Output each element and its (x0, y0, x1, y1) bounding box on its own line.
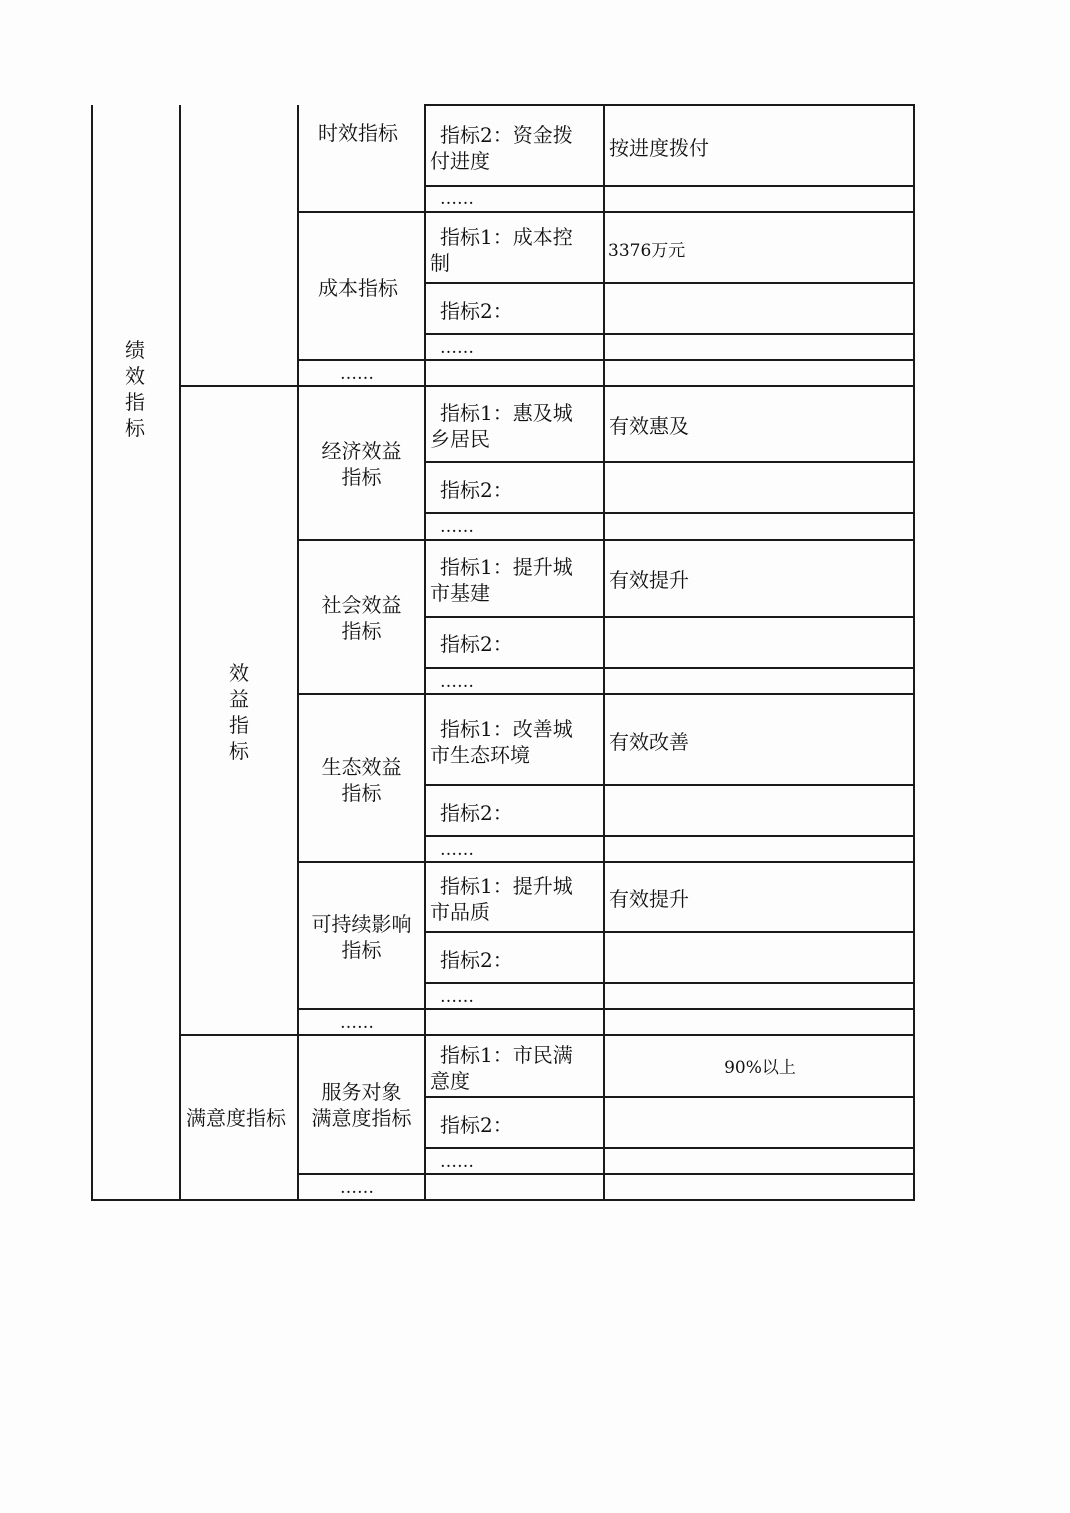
table-row-line (424, 512, 915, 514)
cost-label: 成本指标 (318, 276, 398, 300)
sustainable-ind1-value: 有效提升 (609, 887, 689, 911)
table-row-line (297, 539, 915, 541)
sustainable-ind1-line1: 指标1：提升城 (440, 874, 573, 898)
table-row-line (297, 861, 915, 863)
service-label-line1: 服务对象 (321, 1080, 402, 1104)
cost-ind2: 指标2： (440, 299, 513, 323)
table-divider-col2 (297, 105, 299, 1201)
table-row-line (424, 1147, 915, 1149)
table-row-line (424, 461, 915, 463)
economic-label-line1: 经济效益 (321, 439, 402, 463)
timeliness-label: 时效指标 (318, 121, 398, 145)
sustainable-label-line1: 可持续影响 (311, 912, 412, 936)
timeliness-ind2-line2: 付进度 (430, 149, 490, 173)
satisfaction-more: …… (340, 1178, 374, 1198)
table-row-line (424, 667, 915, 669)
benefit-indicator-label: 效 益 指 标 (229, 661, 249, 763)
economic-ind1-line1: 指标1：惠及城 (440, 401, 573, 425)
social-ind2: 指标2： (440, 632, 513, 656)
economic-ind1-value: 有效惠及 (609, 414, 689, 438)
timeliness-more: …… (440, 189, 474, 209)
table-divider-col1 (179, 105, 181, 1201)
economic-ind1-line2: 乡居民 (430, 427, 490, 451)
service-ind1-line1: 指标1：市民满 (440, 1043, 573, 1067)
table-row-line (424, 784, 915, 786)
table-divider-col3 (424, 105, 426, 1201)
ecological-label-line2: 指标 (341, 781, 382, 805)
table-row-line (297, 211, 915, 213)
table-row-line (297, 1008, 915, 1010)
ecological-more: …… (440, 840, 474, 860)
benefit-more: …… (340, 1013, 374, 1033)
cost-ind1-line1: 指标1：成本控 (440, 225, 573, 249)
social-more: …… (440, 672, 474, 692)
table-row-line (424, 104, 915, 106)
social-label-line2: 指标 (341, 619, 382, 643)
timeliness-ind2-line1: 指标2：资金拨 (440, 123, 573, 147)
service-more: …… (440, 1152, 474, 1172)
ecological-ind2: 指标2： (440, 801, 513, 825)
performance-indicator-label: 绩 效 指 标 (125, 338, 145, 440)
table-row-line (179, 385, 915, 387)
service-ind1-value: 90%以上 (724, 1058, 796, 1078)
table-row-line (424, 835, 915, 837)
timeliness-ind2-value: 按进度拨付 (609, 136, 709, 160)
ecological-ind1-value: 有效改善 (609, 730, 689, 754)
cost-ind1-line2: 制 (430, 251, 450, 275)
table-row-line (424, 333, 915, 335)
economic-label-line2: 指标 (341, 465, 382, 489)
table-row-line (297, 693, 915, 695)
service-ind1-line2: 意度 (430, 1069, 470, 1093)
ecological-ind1-line1: 指标1：改善城 (440, 717, 573, 741)
table-row-line (424, 282, 915, 284)
table-row-line (297, 1173, 915, 1175)
satisfaction-indicator-label: 满意度指标 (186, 1106, 286, 1130)
cost-ind1-value: 3376万元 (608, 241, 686, 261)
table-row-line (424, 1096, 915, 1098)
table-row-line (179, 1034, 915, 1036)
social-ind1-line2: 市基建 (430, 581, 490, 605)
economic-ind2: 指标2： (440, 478, 513, 502)
table-border-left (91, 105, 93, 1201)
ecological-label-line1: 生态效益 (321, 755, 402, 779)
sustainable-more: …… (440, 987, 474, 1007)
service-ind2: 指标2： (440, 1113, 513, 1137)
output-more: …… (340, 364, 374, 384)
cost-more: …… (440, 338, 474, 358)
economic-more: …… (440, 517, 474, 537)
table-row-line (297, 359, 915, 361)
table-row-line (424, 616, 915, 618)
social-ind1-line1: 指标1：提升城 (440, 555, 573, 579)
social-ind1-value: 有效提升 (609, 568, 689, 592)
ecological-ind1-line2: 市生态环境 (430, 743, 530, 767)
table-border-bottom (91, 1199, 915, 1201)
sustainable-ind1-line2: 市品质 (430, 900, 490, 924)
service-label-line2: 满意度指标 (311, 1106, 412, 1130)
table-row-line (424, 931, 915, 933)
table-row-line (424, 185, 915, 187)
sustainable-label-line2: 指标 (341, 938, 382, 962)
social-label-line1: 社会效益 (321, 593, 402, 617)
sustainable-ind2: 指标2： (440, 948, 513, 972)
table-divider-col4 (603, 105, 605, 1201)
table-border-right (913, 105, 915, 1201)
table-row-line (424, 982, 915, 984)
